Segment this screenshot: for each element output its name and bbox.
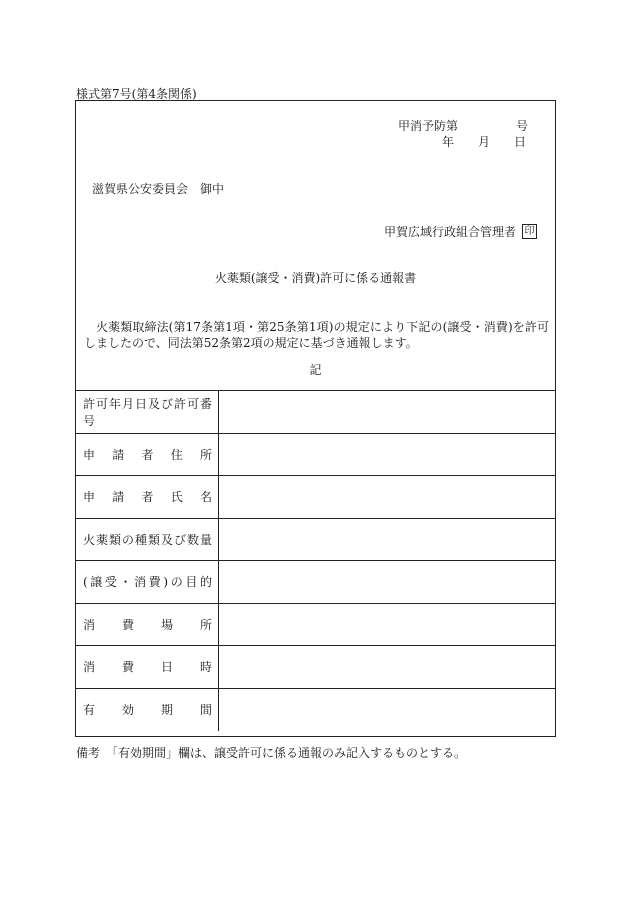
row-label: 申請者住所 — [83, 447, 212, 462]
row-value-consumption-place — [219, 604, 555, 646]
date-row — [442, 135, 526, 149]
document-number-suffix: 号 — [516, 119, 529, 133]
row-value-consumption-datetime — [219, 646, 555, 688]
addressee: 滋賀県公安委員会 御中 — [92, 182, 225, 196]
seal-mark: 印 — [522, 224, 537, 239]
row-label-cell — [76, 646, 219, 688]
row-label: (譲受・消費)の目的 — [83, 575, 212, 590]
row-label-cell — [76, 519, 219, 561]
date-year-label: 年 — [442, 135, 455, 149]
date-month-label: 月 — [478, 135, 491, 149]
sender-name: 甲賀広域行政組合管理者 — [384, 224, 517, 239]
table-row-applicant-name — [76, 476, 555, 519]
row-label: 消費日時 — [83, 660, 212, 675]
row-value-explosive-type-quantity — [219, 519, 555, 561]
sender-row — [384, 224, 537, 239]
row-value-validity-period — [219, 689, 555, 732]
date-day-label: 日 — [514, 135, 527, 149]
row-value-applicant-name — [219, 476, 555, 518]
body-paragraph: 火薬類取締法(第17条第1項・第25条第1項)の規定により下記の(譲受・消費)を許可しましたので、同法第52条第2項の規定に基づき通報します。 — [84, 320, 549, 350]
remarks-note: 備考 「有効期間」欄は、譲受許可に係る通報のみ記入するものとする。 — [76, 746, 467, 760]
row-label: 申請者氏名 — [83, 490, 212, 505]
table-row-purpose — [76, 561, 555, 604]
row-value-permit-date-number — [219, 391, 555, 433]
row-label-cell — [76, 561, 219, 603]
document-title: 火薬類(譲受・消費)許可に係る通報書 — [214, 271, 417, 285]
row-value-applicant-address — [219, 434, 555, 476]
form-number-label: 様式第7号(第4条関係) — [76, 87, 197, 101]
ki-marker: 記 — [309, 363, 322, 377]
row-label-cell — [76, 391, 219, 433]
row-value-purpose — [219, 561, 555, 603]
table-row-permit-date-number — [76, 391, 555, 434]
row-label-cell — [76, 604, 219, 646]
table-row-validity-period — [76, 689, 555, 732]
table-row-consumption-datetime — [76, 646, 555, 689]
table-row-applicant-address — [76, 434, 555, 477]
row-label: 消費場所 — [83, 617, 212, 632]
form-frame — [75, 100, 556, 737]
row-label-cell — [76, 434, 219, 476]
table-row-consumption-place — [76, 604, 555, 647]
details-table — [76, 390, 555, 731]
row-label: 火薬類の種類及び数量 — [83, 532, 212, 547]
row-label-cell — [76, 689, 219, 732]
row-label: 有効期間 — [83, 703, 212, 718]
document-number-label: 甲消予防第 — [398, 119, 459, 133]
table-row-explosive-type-quantity — [76, 519, 555, 562]
row-label: 許可年月日及び許可番号 — [83, 396, 212, 428]
row-label-cell — [76, 476, 219, 518]
